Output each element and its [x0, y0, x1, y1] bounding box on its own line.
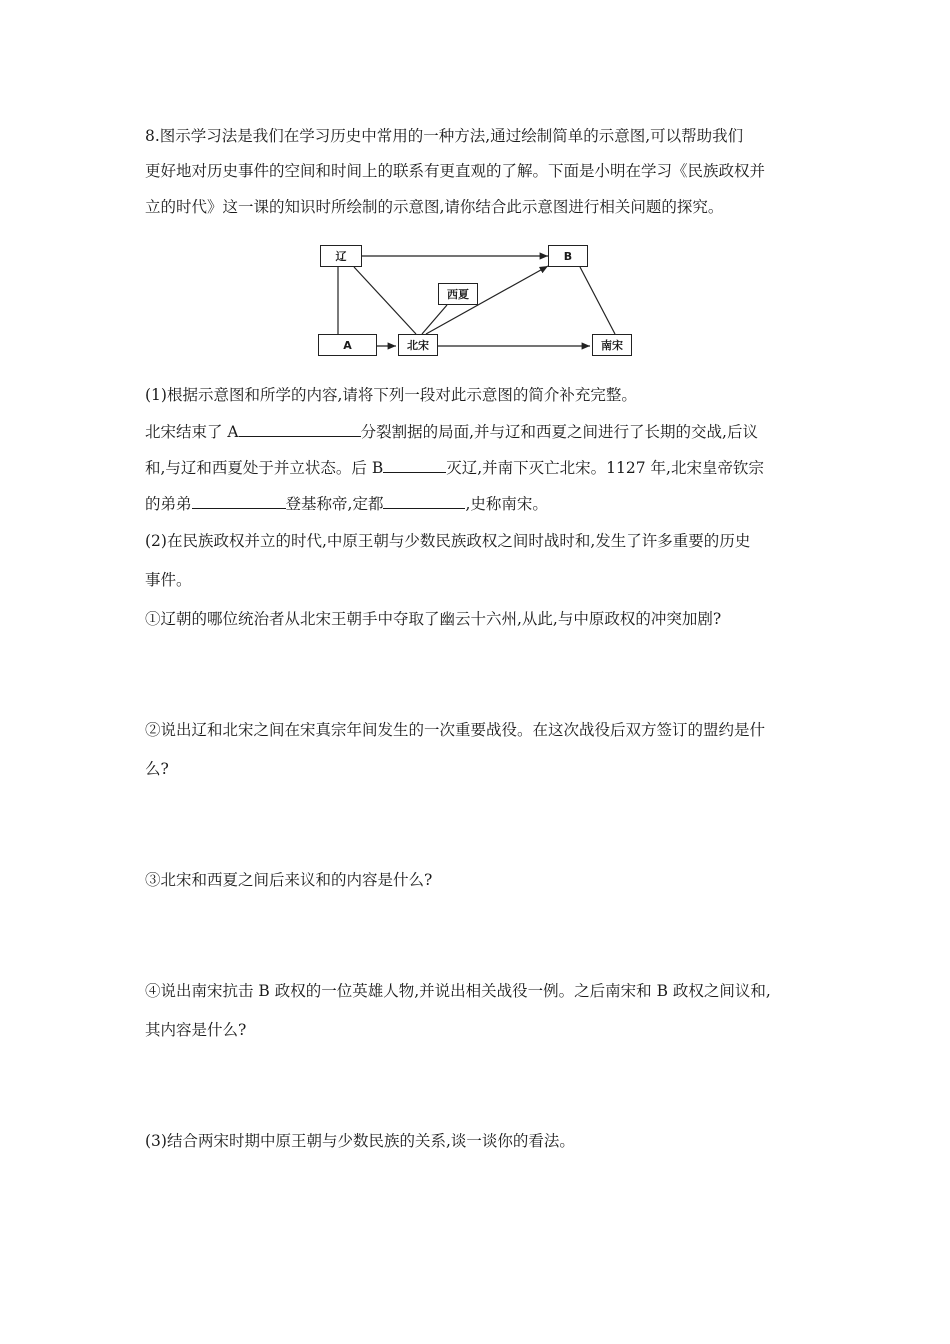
part1-line-3-text-a: 的弟弟 — [145, 495, 192, 513]
blank-a-period[interactable] — [239, 421, 361, 437]
node-xixia: 西夏 — [438, 283, 478, 305]
blank-capital[interactable] — [383, 493, 465, 509]
relationship-diagram — [310, 236, 640, 366]
intro-line-1: 8.图示学习法是我们在学习历史中常用的一种方法,通过绘制简单的示意图,可以帮助我们 — [145, 127, 744, 145]
part1-line-3 — [145, 493, 548, 514]
part3-prompt: (3)结合两宋时期中原王朝与少数民族的关系,谈一谈你的看法。 — [145, 1132, 575, 1150]
b-to-nansong-line — [580, 267, 615, 334]
node-nansong: 南宋 — [592, 334, 632, 356]
part2-question-2-line-2: 么? — [145, 760, 169, 778]
part2-question-4-line-1: ④说出南宋抗击 B 政权的一位英雄人物,并说出相关战役一例。之后南宋和 B 政权之间议和, — [145, 982, 771, 1000]
part1-line-2-text-b: 灭辽,并南下灭亡北宋。1127 年,北宋皇帝钦宗 — [446, 459, 764, 477]
blank-b-regime[interactable] — [383, 457, 446, 473]
part2-question-2-line-1: ②说出辽和北宋之间在宋真宗年间发生的一次重要战役。在这次战役后双方签订的盟约是什 — [145, 721, 766, 739]
node-a: A — [318, 334, 377, 356]
part1-line-3-text-b: 登基称帝,定都 — [285, 495, 384, 513]
part2-question-4-line-2: 其内容是什么? — [145, 1021, 247, 1039]
node-liao: 辽 — [320, 245, 362, 267]
part1-prompt: (1)根据示意图和所学的内容,请将下列一段对此示意图的简介补充完整。 — [145, 386, 637, 404]
part2-question-3: ③北宋和西夏之间后来议和的内容是什么? — [145, 871, 433, 889]
part2-prompt-line-1: (2)在民族政权并立的时代,中原王朝与少数民族政权之间时战时和,发生了许多重要的历史 — [145, 532, 751, 550]
intro-line-2: 更好地对历史事件的空间和时间上的联系有更直观的了解。下面是小明在学习《民族政权并 — [145, 162, 766, 180]
intro-line-3: 立的时代》这一课的知识时所绘制的示意图,请你结合此示意图进行相关问题的探究。 — [145, 198, 724, 216]
part2-prompt-line-2: 事件。 — [145, 571, 192, 589]
liao-to-beisong-line — [354, 267, 416, 334]
part2-question-1: ①辽朝的哪位统治者从北宋王朝手中夺取了幽云十六州,从此,与中原政权的冲突加剧? — [145, 610, 722, 628]
node-b: B — [548, 245, 588, 267]
part1-line-1-text-a: 北宋结束了 A — [145, 423, 239, 441]
part1-line-3-text-c: ,史称南宋。 — [465, 495, 548, 513]
node-beisong: 北宋 — [398, 334, 438, 356]
part1-line-1 — [145, 421, 758, 442]
part1-line-2-text-a: 和,与辽和西夏处于并立状态。后 B — [145, 459, 384, 477]
blank-emperor[interactable] — [192, 493, 286, 509]
part1-line-2 — [145, 457, 764, 478]
part1-line-1-text-b: 分裂割据的局面,并与辽和西夏之间进行了长期的交战,后议 — [360, 423, 758, 441]
